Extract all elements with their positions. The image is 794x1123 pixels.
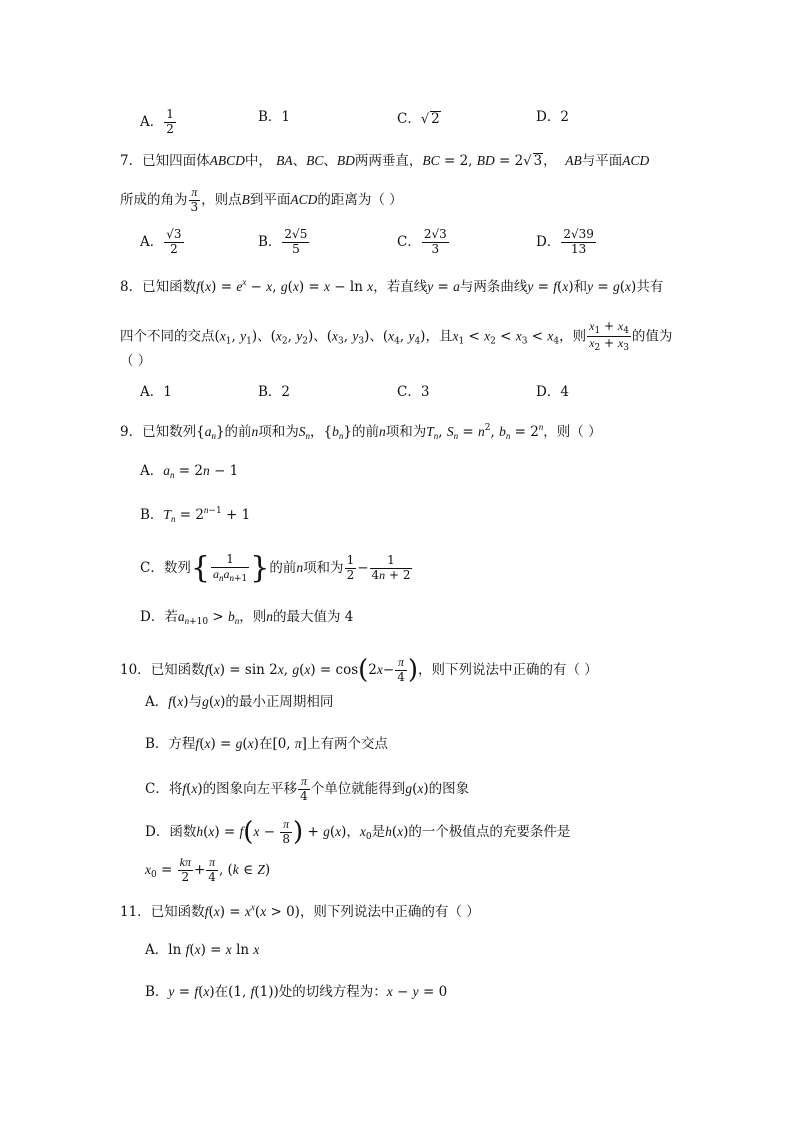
q6-option-a: A． $\frac{1}{2}$ [140,107,174,136]
q8-stem-line3: （ ） [120,353,152,369]
q7-option-a: A． $\frac{√3}{2}$ [140,227,182,256]
q7-stem-line2: 所成的角为 $\frac{\pi}{3}$ ，则点B到平面ACD的距离为（ ） [120,185,403,214]
q10-option-d-condition: $x_0$ = $\frac{k\pi}{2}$ + $\frac{\pi}{4}$ , (k ∈ Z) [145,855,271,884]
q9-option-b: B．$T_n = 2^{n-1} + 1$ [140,505,251,524]
q10-option-d: D．函数h(x) = f(x − $\frac{\pi}{8}$ ) + g(x)，$x_0$是h(x)的一个极值点的充要条件是 [145,816,571,847]
q8-option-b: B．2 [258,384,291,400]
q7-stem-line1: 7．已知四面体ABCD中， BA、BC、BD两两垂直，BC = 2, BD = 2√ 3， AB与平面ACD [120,153,650,169]
q9-option-c: C．数列{ $\frac{1}{a_na_{n+1}}$ }的前n项和为 $\frac{1}{2}$ − $\frac{1}{4n + 2}$ [140,550,411,586]
q7-option-d: D． $\frac{2√39}{13}$ [536,227,594,256]
q10-option-a: A．f(x)与g(x)的最小正周期相同 [145,694,334,710]
q11-option-a: A．ln f(x) = x ln x [145,942,260,958]
q8-option-a: A．1 [140,384,172,400]
q9-option-a: A．$a_n = 2n - 1$ [140,463,239,480]
q11-stem: 11．已知函数$f(x) = x^x(x > 0)$，则下列说法中正确的有（ ） [120,902,480,920]
q6-option-c: C．√ 2 [397,111,440,127]
q7-option-c: C． $\frac{2√3}{3}$ [397,227,447,256]
q10-option-b: B．方程f(x) = g(x)在[0, π]上有两个交点 [145,736,388,752]
q8-stem-line2: 四个不同的交点($x_1$, $y_1$)、($x_2$, $y_2$)、($x_3$, $y_3$)、($x_4$, $y_4$)，且$x_1 < x_2 < x_3 < x_4$，则 $\frac{x_1 + x_4}{x_2 + x_3}$ 的值为 [120,319,673,354]
q8-option-d: D．4 [536,384,569,400]
q6-option-b: B．1 [258,109,291,125]
q10-stem: 10．已知函数f(x) = sin 2x, g(x) = cos(2x− $\frac{\pi}{4}$ )，则下列说法中正确的有（ ） [120,654,598,685]
q8-option-c: C．3 [397,384,430,400]
q9-stem: 9．已知数列$\{a_n\}$的前n项和为$S_n$，$\{b_n\}$的前n项和为$T_n$, $S_n = n^2$, $b_n = 2^n$，则（ ） [120,422,602,441]
q11-option-b: B．y = f(x)在(1, f(1))处的切线方程为：x − y = 0 [145,984,448,1000]
q10-option-c: C．将f(x)的图象向左平移 $\frac{\pi}{4}$ 个单位就能得到g(x)的图象 [145,774,470,803]
q6-option-d: D．2 [536,109,569,125]
q7-option-b: B． $\frac{2√5}{5}$ [258,227,308,256]
q9-option-d: D．若$a_{n+10} > b_n$，则n的最大值为 4 [140,609,354,627]
q8-stem-line1: 8．已知函数$f(x) = e^x - x$, g(x) = x − ln x，若直线y = a与两条曲线y = f(x)和y = g(x)共有 [120,277,664,295]
